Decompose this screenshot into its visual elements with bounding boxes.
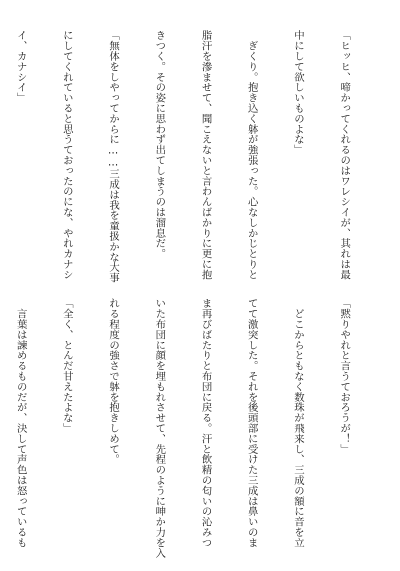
text-line: 脂汗を滲ませて、聞こえないと言わんばかりに更に抱 (199, 30, 212, 280)
text-line: ま再びばたりと布団に戻る。汗と飲精の匂いの沁みつ (199, 298, 212, 548)
text-block-top (14, 30, 382, 283)
text-line: どこからともなく数珠が飛来し、三成の額に音を立 (291, 298, 304, 548)
text-line: いた布団に顔を埋もれさせて、先程のように呻か力を入 (153, 298, 166, 558)
text-block-bottom (14, 298, 382, 558)
text-line: てて激突した。それを後頭部に受けた三成は鼻いのま (245, 298, 258, 548)
text-line: 「全く、とんだ甘えたよな」 (60, 298, 73, 434)
text-line: にしてくれていると思うておったのにな、やれカナシ (60, 30, 73, 280)
text-line: きつく。その姿に思わず出てしまうのは溜息だ。 (153, 30, 166, 259)
text-line: 言葉は諫めるものだが、決して声色は怒っているも (14, 298, 27, 548)
text-line: ぎくり。抱き込く躰が強張った。心なしかじとりと (245, 30, 258, 280)
text-line: れる程度の強さで躰を抱きしめて。 (107, 298, 120, 465)
text-line: 「ヒッヒ、啼かってくれるのはワレシイが、其れは最 (338, 30, 351, 280)
text-line: 中にして欲しいものよな」 (291, 30, 304, 155)
text-line: イ、カナシイ」 (14, 30, 27, 103)
text-line: 「黙りやれと言うておろうが！」 (338, 298, 351, 454)
text-line: 「無体をしやってからに……三成は我を童扱かな大事 (107, 30, 120, 283)
